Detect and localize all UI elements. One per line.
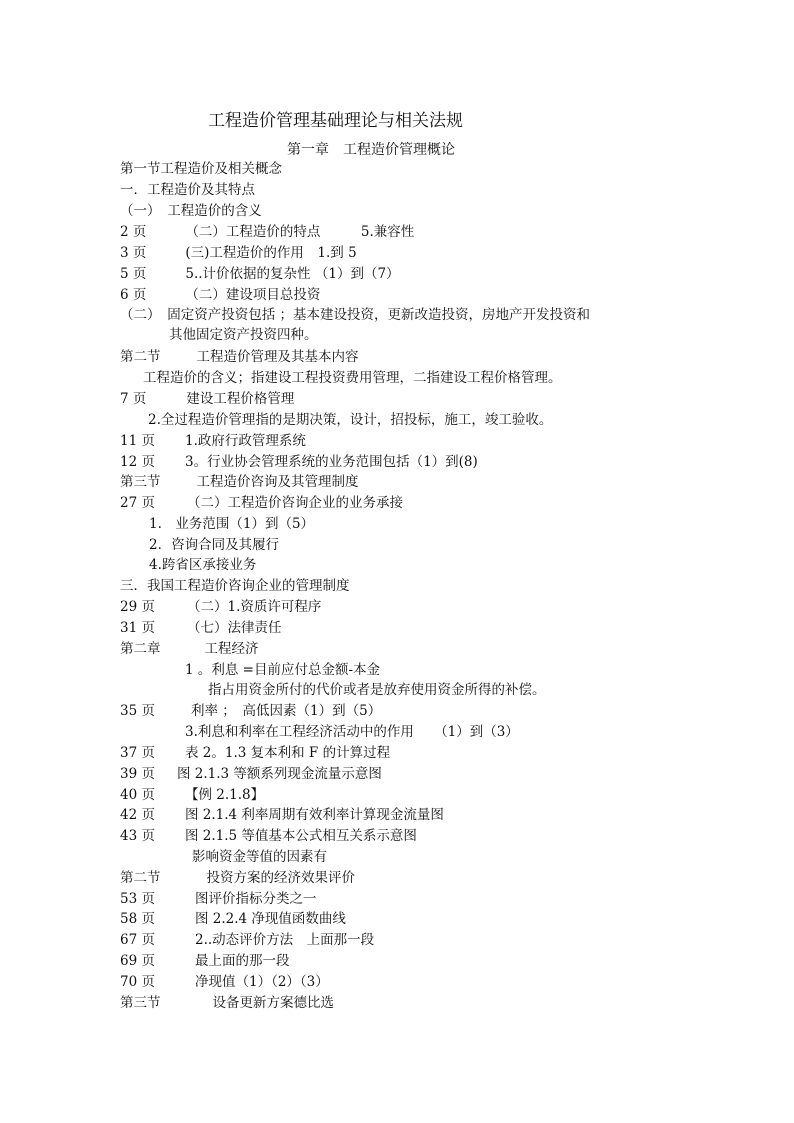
line-text: 表 2。1.3 复本利和 F 的计算过程 <box>184 745 391 761</box>
line-text: 影响资金等值的因素有 <box>192 849 327 865</box>
text-line <box>149 536 279 554</box>
line-text: 图 2.1.3 等额系列现金流量示意图 <box>176 766 382 782</box>
line-text: 图 2.1.5 等值基本公式相互关系示意图 <box>184 828 417 844</box>
page-ref: 11 页 <box>120 433 155 449</box>
line-text: 净现值（1）（2）（3） <box>194 974 329 990</box>
page-ref: 29 页 <box>120 599 155 615</box>
section-heading <box>120 348 359 366</box>
text-line <box>149 556 256 574</box>
text-line <box>120 286 320 304</box>
text-line <box>120 806 444 824</box>
text-line <box>120 765 382 783</box>
line-text: 2．咨询合同及其履行 <box>149 537 280 553</box>
page-ref: 67 页 <box>120 932 155 948</box>
line-text: 三．我国工程造价咨询企业的管理制度 <box>120 578 350 594</box>
section-title: 工程造价咨询及其管理制度 <box>196 474 359 490</box>
text-line <box>120 786 264 804</box>
line-text: （一） 工程造价的含义 <box>120 203 262 219</box>
text-line <box>169 326 318 344</box>
line-text: 第一节工程造价及相关概念 <box>120 161 282 177</box>
line-text: 【例 2.1.8】 <box>184 787 265 803</box>
text-line <box>185 723 519 741</box>
line-text: 一．工程造价及其特点 <box>120 182 255 198</box>
text-line <box>120 827 417 845</box>
line-text: （二）工程造价咨询企业的业务承接 <box>186 495 403 511</box>
text-line <box>120 619 281 637</box>
text-line <box>120 306 590 324</box>
text-line <box>148 411 552 429</box>
text-line <box>120 910 346 928</box>
page-ref: 2 页 <box>120 224 147 240</box>
page-ref: 37 页 <box>120 745 155 761</box>
page-ref: 53 页 <box>120 891 155 907</box>
page-ref: 70 页 <box>120 974 155 990</box>
document-title: 工程造价管理基础理论与相关法规 <box>208 111 463 131</box>
text-line <box>120 598 321 616</box>
page-ref: 31 页 <box>120 620 155 636</box>
line-text: 4.跨省区承接业务 <box>149 557 257 573</box>
text-line <box>120 973 329 991</box>
page-ref: 40 页 <box>120 787 155 803</box>
page-ref: 58 页 <box>120 911 155 927</box>
line-text: 图 2.1.4 利率周期有效利率计算现金流量图 <box>184 807 444 823</box>
text-line <box>120 494 403 512</box>
text-line <box>120 702 381 720</box>
line-text: 图评价指标分类之一 <box>194 891 317 907</box>
chapter-name: 工程经济 <box>204 641 259 657</box>
text-line <box>120 890 316 908</box>
line-text: 3。行业协会管理系统的业务范围包括（1）到(8) <box>184 454 478 470</box>
text-line <box>120 265 400 283</box>
line-text: 指占用资金所付的代价或者是放弃使用资金所得的补偿。 <box>208 682 546 698</box>
page-ref: 39 页 <box>120 766 155 782</box>
line-text: （二）工程造价的特点 5.兼容性 <box>185 224 415 240</box>
text-line <box>185 661 380 679</box>
page-ref: 27 页 <box>120 495 155 511</box>
text-line <box>120 453 478 471</box>
section-heading <box>120 869 355 887</box>
text-line <box>149 515 314 533</box>
text-line <box>120 223 414 241</box>
line-text: 5..计价依据的复杂性 （1）到（7） <box>185 266 400 282</box>
chapter-title: 第一章 工程造价管理概论 <box>287 142 455 158</box>
page-ref: 69 页 <box>120 953 155 969</box>
line-text: 利率 ； 高低因素（1）到（5） <box>190 703 382 719</box>
page-ref: 5 页 <box>120 266 147 282</box>
text-line <box>120 160 282 178</box>
page-ref: 7 页 <box>120 391 147 407</box>
text-line <box>143 369 562 387</box>
section-title: 设备更新方案德比选 <box>212 995 334 1011</box>
text-line <box>120 390 294 408</box>
section-title: 投资方案的经济效果评价 <box>206 870 355 886</box>
line-text: 建设工程价格管理 <box>186 391 295 407</box>
section-label: 第三节 <box>120 995 161 1011</box>
section-label: 第二节 <box>120 349 161 365</box>
section-heading <box>120 994 334 1012</box>
line-text: 最上面的那一段 <box>194 953 290 969</box>
page-ref: 35 页 <box>120 703 155 719</box>
line-text: 2..动态评价方法 上面那一段 <box>194 932 375 948</box>
text-line <box>120 931 374 949</box>
line-text: 图 2.2.4 净现值函数曲线 <box>194 911 346 927</box>
line-text: (三)工程造价的作用 1.到 5 <box>185 245 357 261</box>
line-text: （七）法律责任 <box>186 620 282 636</box>
text-line <box>120 244 357 262</box>
line-text: 3.利息和利率在工程经济活动中的作用 （1）到（3） <box>185 724 519 740</box>
page-ref: 42 页 <box>120 807 155 823</box>
chapter-heading <box>120 640 259 658</box>
section-heading <box>120 473 359 491</box>
line-text: 1.政府行政管理系统 <box>184 433 306 449</box>
page-ref: 6 页 <box>120 287 147 303</box>
line-text: 其他固定资产投资四种。 <box>169 327 318 343</box>
line-text: （二）建设项目总投资 <box>185 287 321 303</box>
line-text: 工程造价的含义；指建设工程投资费用管理，二指建设工程价格管理。 <box>143 370 562 386</box>
text-line <box>120 432 306 450</box>
line-text: （二）1.资质许可程序 <box>186 599 322 615</box>
line-text: （二） 固定资产投资包括 ；基本建设投资，更新改造投资，房地产开发投资和 <box>120 307 591 323</box>
chapter-label: 第二章 <box>120 641 161 657</box>
section-label: 第二节 <box>120 870 161 886</box>
page-ref: 12 页 <box>120 454 155 470</box>
text-line <box>208 681 546 699</box>
line-text: 2.全过程造价管理指的是期决策，设计，招投标，施工，竣工验收。 <box>148 412 553 428</box>
section-label: 第三节 <box>120 474 161 490</box>
section-title: 工程造价管理及其基本内容 <box>196 349 359 365</box>
text-line <box>120 744 390 762</box>
text-line <box>120 202 262 220</box>
page-ref: 43 页 <box>120 828 155 844</box>
text-line <box>192 848 327 866</box>
text-line <box>120 952 289 970</box>
page-ref: 3 页 <box>120 245 147 261</box>
line-text: 1. 业务范围（1）到（5） <box>149 516 315 532</box>
text-line <box>120 181 255 199</box>
text-line <box>120 577 350 595</box>
line-text: 1 。利息 =目前应付总金额-本金 <box>185 662 381 678</box>
